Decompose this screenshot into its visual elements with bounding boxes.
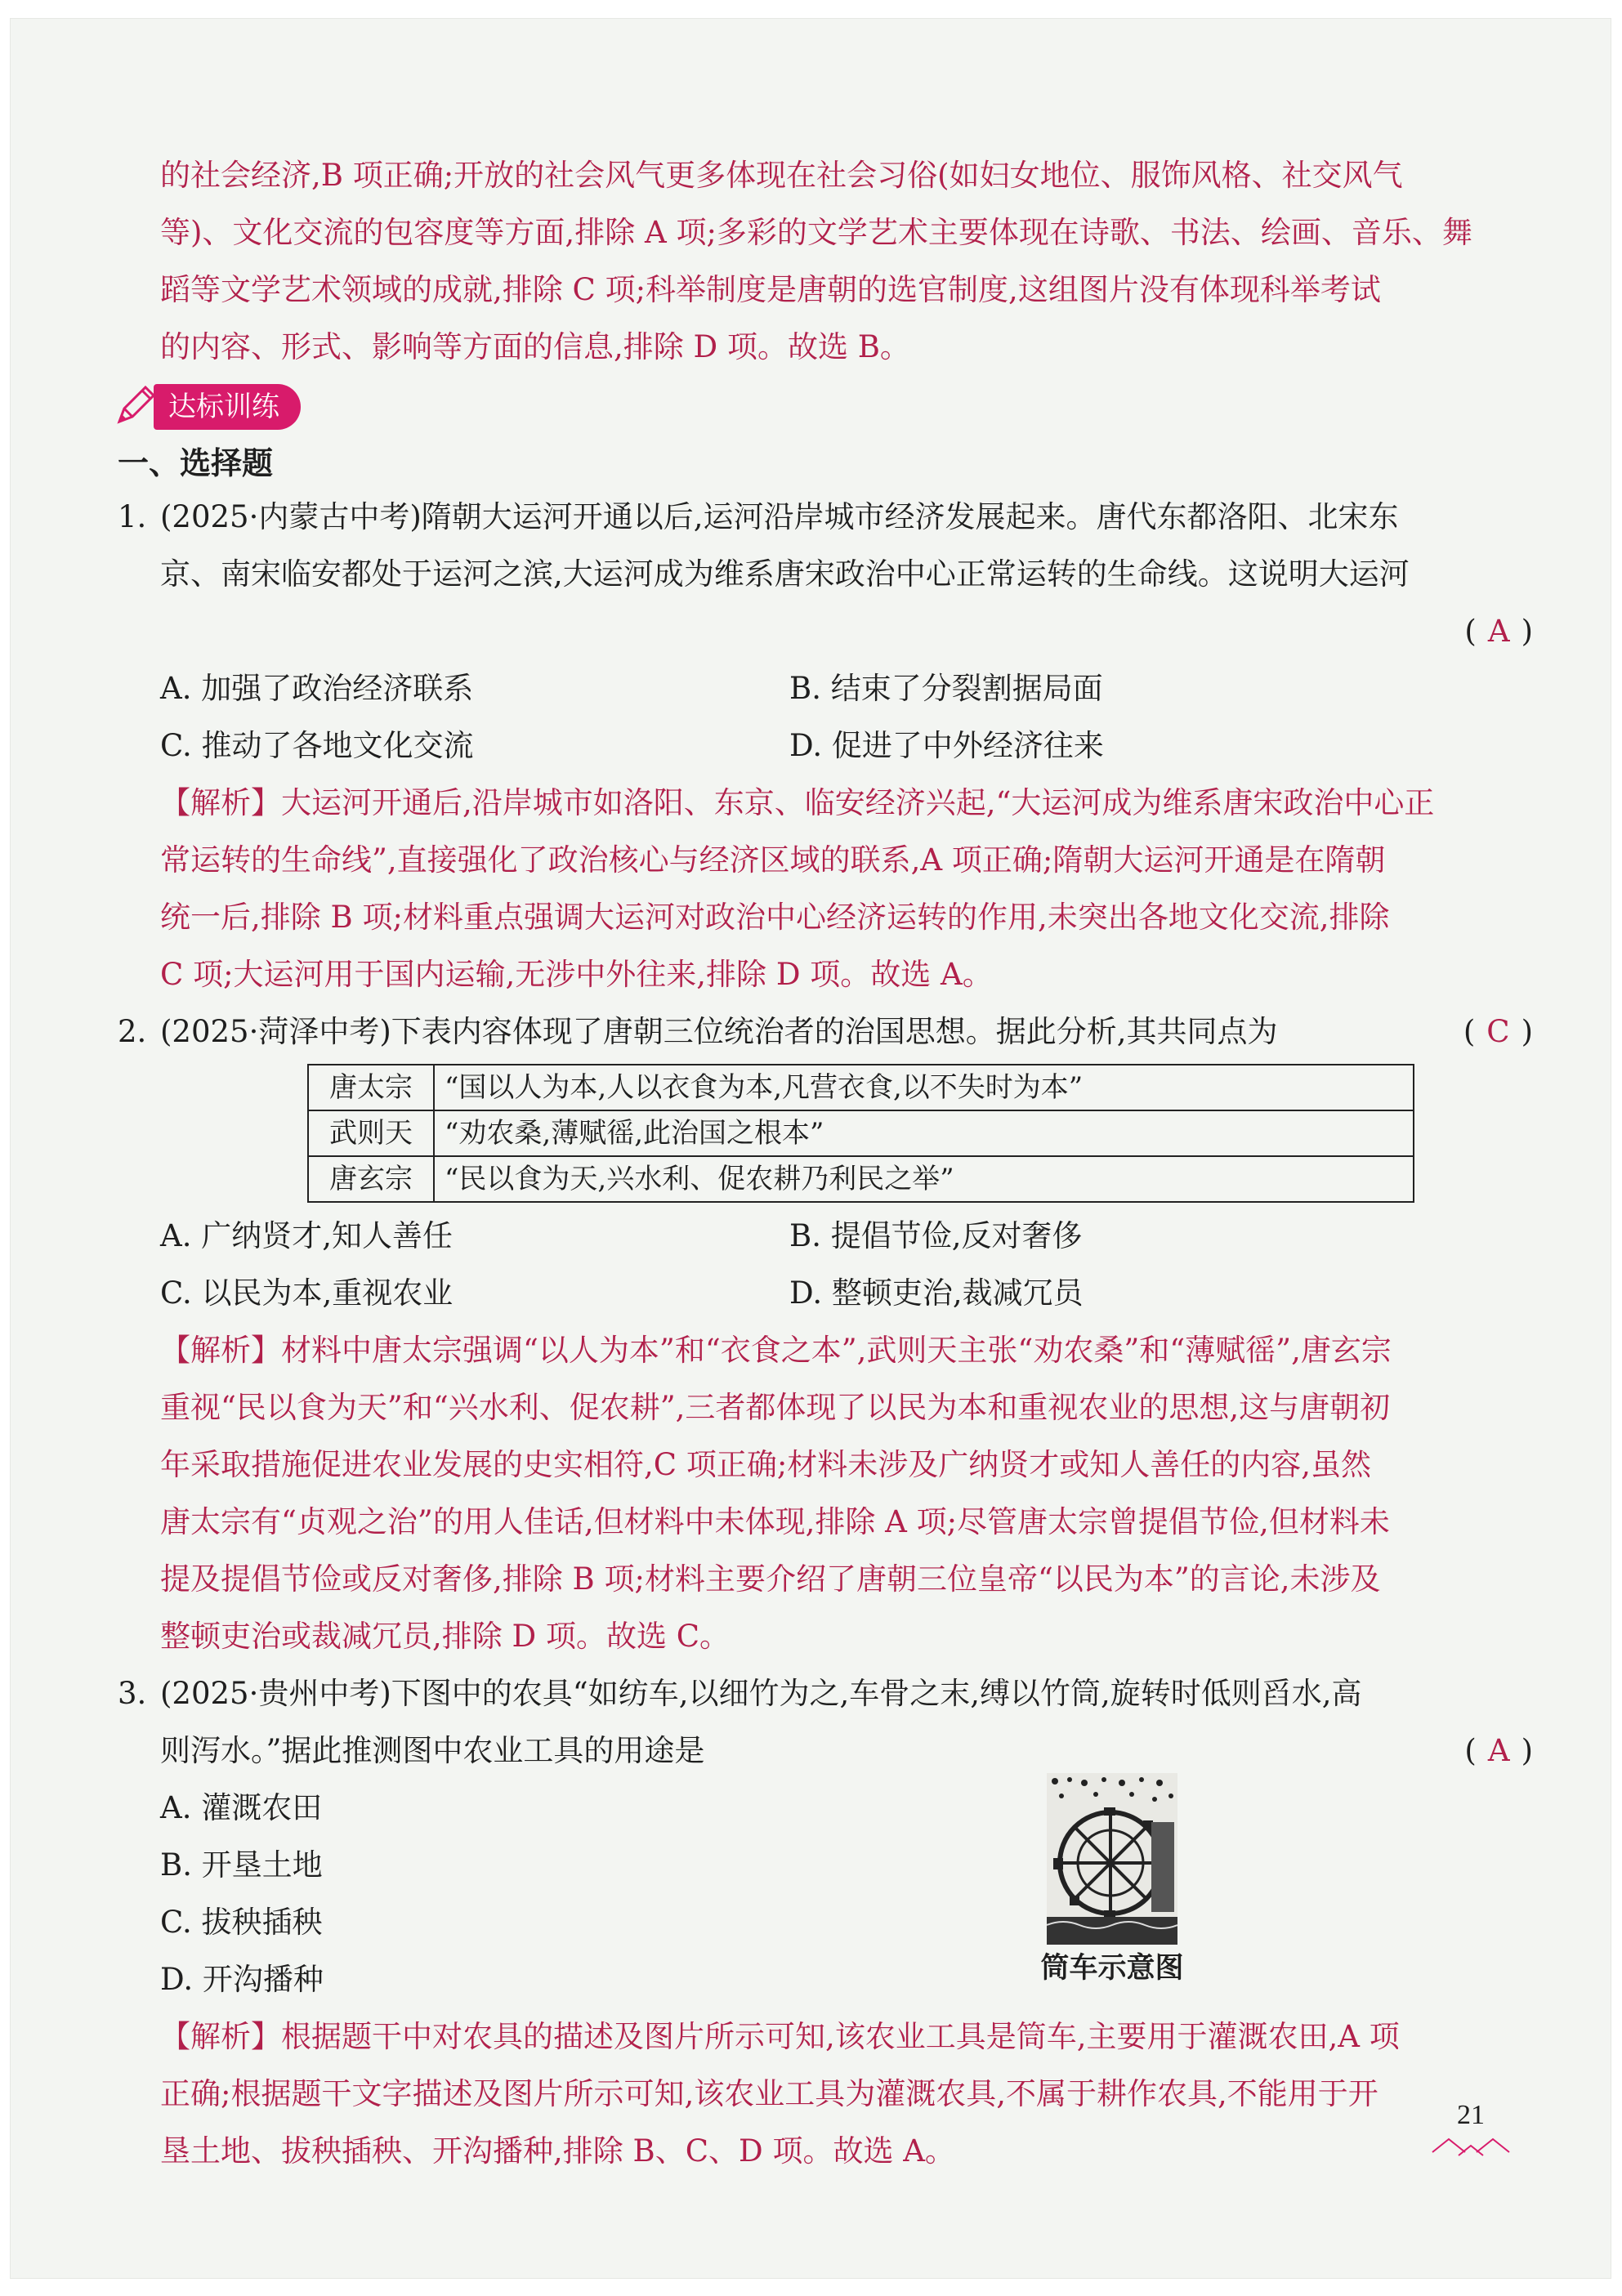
explanation-line: 唐太宗有“贞观之治”的用人佳话,但材料中未体现,排除 A 项;尽管唐太宗曾提倡节俭,但材料未 bbox=[160, 1504, 1390, 1539]
chevron-decoration-icon bbox=[1426, 2131, 1516, 2159]
table-cell-ruler: 武则天 bbox=[308, 1110, 434, 1156]
page-content bbox=[118, 147, 1533, 2180]
option-b[interactable]: B. 提倡节俭,反对奢侈 bbox=[789, 1218, 1083, 1253]
option-b[interactable]: B. 结束了分裂割据局面 bbox=[789, 671, 1103, 706]
figure-caption: 筒车示意图 bbox=[1040, 1952, 1184, 1985]
question-3 bbox=[118, 1665, 1533, 2008]
answer-bracket bbox=[1464, 1722, 1533, 1780]
answer-row bbox=[160, 603, 1533, 660]
explanation-line: 等)、文化交流的包容度等方面,排除 A 项;多彩的文学艺术主要体现在诗歌、书法、绘画、音乐、舞 bbox=[160, 215, 1472, 250]
explanation-line: 【解析】大运河开通后,沿岸城市如洛阳、东京、临安经济兴起,“大运河成为维系唐宋政治中心正 bbox=[160, 785, 1435, 820]
page-number-value: 21 bbox=[1457, 2100, 1485, 2130]
table-cell-quote: “国以人为本,人以衣食为本,凡营衣食,以不失时为本” bbox=[434, 1065, 1414, 1110]
q3-explanation bbox=[160, 2008, 1533, 2180]
answer-value: A bbox=[1487, 1733, 1510, 1768]
intro-explanation bbox=[160, 147, 1533, 376]
bracket-close: ) bbox=[1521, 1733, 1533, 1768]
table-cell-quote: “民以食为天,兴水利、促农耕乃利民之举” bbox=[434, 1156, 1414, 1202]
explanation-line: 常运转的生命线”,直接强化了政治核心与经济区域的联系,A 项正确;隋朝大运河开通是在隋朝 bbox=[160, 842, 1386, 878]
question-stem-line: 则泻水。”据此推测图中农业工具的用途是 bbox=[160, 1733, 705, 1768]
question-stem-line: 京、南宋临安都处于运河之滨,大运河成为维系唐宋政治中心正常运转的生命线。这说明大运河 bbox=[160, 556, 1410, 592]
bracket-open: ( bbox=[1463, 1014, 1476, 1049]
explanation-line: 提及提倡节俭或反对奢侈,排除 B 项;材料主要介绍了唐朝三位皇帝“以民为本”的言论,未涉及 bbox=[160, 1561, 1381, 1597]
option-a[interactable]: A. 广纳贤才,知人善任 bbox=[160, 1218, 454, 1253]
answer-bracket bbox=[1463, 1003, 1533, 1061]
q2-explanation bbox=[160, 1322, 1533, 1665]
section-title: 一、选择题 bbox=[118, 445, 274, 481]
explanation-line: 【解析】根据题干中对农具的描述及图片所示可知,该农业工具是筒车,主要用于灌溉农田,A 项 bbox=[160, 2019, 1400, 2054]
explanation-line: 年采取措施促进农业发展的史实相符,C 项正确;材料未涉及广纳贤才或知人善任的内容,虽然 bbox=[160, 1447, 1372, 1482]
option-b[interactable]: B. 开垦土地 bbox=[160, 1847, 323, 1883]
question-number: 3. bbox=[118, 1676, 147, 1711]
question-number: 1. bbox=[118, 499, 147, 534]
page-number bbox=[1422, 2100, 1520, 2162]
question-1 bbox=[118, 489, 1533, 660]
table-cell-ruler: 唐玄宗 bbox=[308, 1156, 434, 1202]
table-row bbox=[308, 1065, 1414, 1110]
explanation-line: 重视“民以食为天”和“兴水利、促农耕”,三者都体现了以民为本和重视农业的思想,这与唐朝初 bbox=[160, 1390, 1391, 1425]
option-c[interactable]: C. 以民为本,重视农业 bbox=[160, 1275, 454, 1311]
explanation-line: 正确;根据题干文字描述及图片所示可知,该农业工具为灌溉农具,不属于耕作农具,不能用于开 bbox=[160, 2076, 1378, 2111]
explanation-line: 统一后,排除 B 项;材料重点强调大运河对政治中心经济运转的作用,未突出各地文化交流,排除 bbox=[160, 900, 1390, 935]
banner-label: 达标训练 bbox=[154, 384, 301, 430]
option-d[interactable]: D. 促进了中外经济往来 bbox=[789, 728, 1104, 763]
q2-options bbox=[118, 1208, 1533, 1322]
bracket-open: ( bbox=[1464, 1733, 1477, 1768]
explanation-line: 整顿吏治或裁减冗员,排除 D 项。故选 C。 bbox=[160, 1619, 731, 1654]
table-cell-quote: “劝农桑,薄赋徭,此治国之根本” bbox=[434, 1110, 1414, 1156]
answer-bracket bbox=[1464, 603, 1533, 660]
option-d[interactable]: D. 开沟播种 bbox=[160, 1962, 324, 1997]
option-a[interactable]: A. 加强了政治经济联系 bbox=[160, 671, 474, 706]
table-row bbox=[308, 1110, 1414, 1156]
bracket-close: ) bbox=[1521, 1014, 1533, 1049]
explanation-line: C 项;大运河用于国内运输,无涉中外往来,排除 D 项。故选 A。 bbox=[160, 957, 993, 992]
option-c[interactable]: C. 推动了各地文化交流 bbox=[160, 728, 474, 763]
question-stem-line: (2025·内蒙古中考)隋朝大运河开通以后,运河沿岸城市经济发展起来。唐代东都洛阳、北宋东 bbox=[160, 499, 1399, 534]
q1-options bbox=[118, 660, 1533, 775]
option-a[interactable]: A. 灌溉农田 bbox=[160, 1790, 323, 1825]
section-banner bbox=[118, 376, 1533, 438]
table-row bbox=[308, 1156, 1414, 1202]
tongche-figure bbox=[1034, 1773, 1190, 1989]
answer-value: A bbox=[1487, 614, 1510, 649]
option-d[interactable]: D. 整顿吏治,裁减冗员 bbox=[789, 1275, 1084, 1311]
option-c[interactable]: C. 拔秧插秧 bbox=[160, 1905, 323, 1940]
quote-table bbox=[307, 1064, 1414, 1203]
explanation-line: 的内容、形式、影响等方面的信息,排除 D 项。故选 B。 bbox=[160, 329, 910, 364]
explanation-line: 的社会经济,B 项正确;开放的社会风气更多体现在社会习俗(如妇女地位、服饰风格、社交风气 bbox=[160, 158, 1403, 193]
question-stem-line: (2025·菏泽中考)下表内容体现了唐朝三位统治者的治国思想。据此分析,其共同点为 bbox=[160, 1014, 1278, 1049]
bracket-close: ) bbox=[1521, 614, 1533, 649]
question-stem-line: (2025·贵州中考)下图中的农具“如纺车,以细竹为之,车骨之末,缚以竹筒,旋转时低则舀水,高 bbox=[160, 1676, 1362, 1711]
question-2 bbox=[118, 1003, 1533, 1061]
explanation-line: 蹈等文学艺术领域的成就,排除 C 项;科举制度是唐朝的选官制度,这组图片没有体现科举考试 bbox=[160, 272, 1381, 307]
q3-options bbox=[118, 1780, 1533, 2008]
explanation-line: 垦土地、拔秧插秧、开沟播种,排除 B、C、D 项。故选 A。 bbox=[160, 2133, 955, 2169]
bracket-open: ( bbox=[1464, 614, 1477, 649]
table-cell-ruler: 唐太宗 bbox=[308, 1065, 434, 1110]
question-number: 2. bbox=[118, 1014, 147, 1049]
waterwheel-illustration bbox=[1047, 1773, 1177, 1945]
answer-value: C bbox=[1486, 1014, 1510, 1049]
q1-explanation bbox=[160, 775, 1533, 1003]
explanation-line: 【解析】材料中唐太宗强调“以人为本”和“衣食之本”,武则天主张“劝农桑”和“薄赋徭”,唐玄宗 bbox=[160, 1333, 1392, 1368]
